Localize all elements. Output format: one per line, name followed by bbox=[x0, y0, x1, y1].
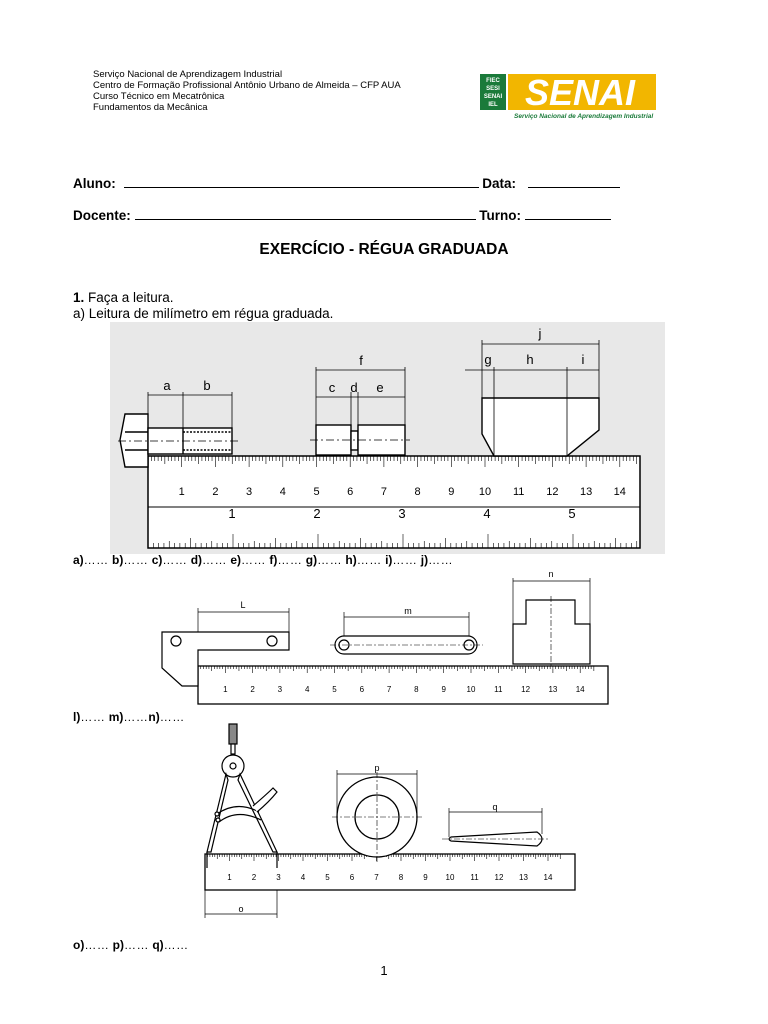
ruler-1-cm-label: 14 bbox=[613, 486, 626, 498]
dim-label-l: L bbox=[240, 600, 246, 610]
turno-label: Turno: bbox=[479, 208, 522, 223]
question-1 bbox=[73, 290, 174, 305]
ruler-1-cm-label: 13 bbox=[579, 486, 593, 498]
ruler-2-cm-label: 11 bbox=[494, 685, 503, 694]
institution-header bbox=[93, 69, 401, 113]
answer-e-label: e) bbox=[230, 553, 242, 567]
ruler-1-cm-label: 5 bbox=[313, 486, 320, 498]
ruler-1-inch-label: 3 bbox=[398, 506, 406, 521]
ruler-1-cm-label: 10 bbox=[478, 486, 492, 498]
answer-g-blank[interactable]: …… bbox=[317, 553, 343, 567]
ruler-3-cm-label: 6 bbox=[349, 873, 355, 882]
dim-label-q: q bbox=[492, 802, 498, 812]
ruler-3-cm-label: 5 bbox=[325, 873, 330, 882]
dim-label-p: p bbox=[374, 763, 380, 773]
stepped-block-part bbox=[513, 596, 590, 666]
ruler-2-body bbox=[198, 666, 608, 704]
ruler-2-cm-label: 6 bbox=[359, 685, 365, 694]
answer-n-blank[interactable]: …… bbox=[159, 710, 185, 724]
ruler-1-cm-label: 7 bbox=[380, 486, 387, 498]
ruler-2-cm-label: 5 bbox=[332, 685, 337, 694]
answer-f-blank[interactable]: …… bbox=[277, 553, 303, 567]
header-line-1: Serviço Nacional de Aprendizagem Industrial bbox=[93, 69, 283, 80]
logo-small-2: SESI bbox=[486, 86, 500, 92]
answer-p-blank[interactable]: …… bbox=[124, 938, 149, 952]
dim-label-i: i bbox=[581, 352, 585, 367]
ruler-1-cm-label: 6 bbox=[347, 486, 354, 498]
answer-l-label: l) bbox=[73, 710, 81, 724]
compass-divider-part bbox=[207, 724, 277, 868]
dim-label-f: f bbox=[359, 353, 363, 368]
ruler-2-cm-label: 2 bbox=[250, 685, 255, 694]
ruler-2-cm-label: 7 bbox=[386, 685, 392, 694]
question-text: Faça a leitura. bbox=[84, 290, 174, 305]
answer-a-blank[interactable]: …… bbox=[83, 553, 109, 567]
question-sub: a) Leitura de milímetro em régua graduada. bbox=[73, 306, 334, 321]
answer-f-label: f) bbox=[269, 553, 278, 567]
pin-neck bbox=[351, 431, 358, 450]
answer-e-blank[interactable]: …… bbox=[241, 553, 267, 567]
answer-b-blank[interactable]: …… bbox=[123, 553, 149, 567]
ruler-1-cm-label: 12 bbox=[546, 486, 559, 498]
aluno-field[interactable] bbox=[124, 175, 479, 188]
ruler-1-inch-label: 5 bbox=[568, 506, 576, 521]
dim-label-g: g bbox=[484, 352, 492, 367]
answer-i-blank[interactable]: …… bbox=[392, 553, 418, 567]
answer-l-blank[interactable]: …… bbox=[80, 710, 106, 724]
answer-row-3 bbox=[73, 938, 189, 952]
compass-spring-screw bbox=[253, 788, 277, 812]
answer-c-label: c) bbox=[151, 553, 163, 567]
answer-p-label: p) bbox=[112, 938, 124, 952]
ruler-1-inch-label: 1 bbox=[228, 506, 236, 521]
docente-row bbox=[73, 207, 611, 223]
logo-small-1: FIEC bbox=[486, 78, 500, 84]
page-number: 1 bbox=[380, 963, 388, 978]
ruler-3-cm-label: 8 bbox=[398, 873, 404, 882]
dim-label-a: a bbox=[163, 378, 171, 393]
figure-2-ruler-parts bbox=[158, 568, 610, 710]
ruler-3-cm-label: 12 bbox=[494, 873, 504, 882]
answer-d-blank[interactable]: …… bbox=[202, 553, 228, 567]
ruler-3-cm-label: 9 bbox=[423, 873, 428, 882]
logo-small-3: SENAI bbox=[483, 94, 503, 100]
dim-label-h: h bbox=[526, 352, 534, 367]
dim-label-b: b bbox=[203, 378, 211, 393]
ruler-3-cm-label: 2 bbox=[251, 873, 257, 882]
header-line-3: Curso Técnico em Mecatrônica bbox=[93, 91, 225, 102]
ruler-2-cm-label: 10 bbox=[466, 685, 476, 694]
ruler-1-cm-label: 4 bbox=[279, 486, 286, 498]
tapered-pin-part bbox=[442, 832, 549, 846]
dim-label-d: d bbox=[350, 380, 358, 395]
ruler-2-cm-label: 1 bbox=[223, 685, 228, 694]
compass-leg-dot bbox=[216, 818, 220, 822]
answer-a-label: a) bbox=[73, 553, 84, 567]
answer-i-label: i) bbox=[385, 553, 393, 567]
answer-q-blank[interactable]: …… bbox=[163, 938, 189, 952]
header-line-2: Centro de Formação Profissional Antônio Urbano de Almeida – CFP AUA bbox=[93, 80, 401, 91]
answer-j-label: j) bbox=[420, 553, 429, 567]
figure-3-ruler-parts bbox=[197, 722, 577, 922]
dim-label-c: c bbox=[328, 380, 336, 395]
answer-o-label: o) bbox=[73, 938, 85, 952]
stepped-pin-part bbox=[310, 425, 410, 455]
turno-field[interactable] bbox=[525, 207, 611, 220]
ruler-3-cm-label: 13 bbox=[519, 873, 528, 882]
answer-h-label: h) bbox=[345, 553, 357, 567]
senai-logo bbox=[480, 72, 660, 122]
dim-label-j: j bbox=[538, 326, 542, 341]
bracket-hole bbox=[267, 636, 277, 646]
ruler-2-cm-label: 14 bbox=[575, 685, 585, 694]
docente-field[interactable] bbox=[135, 207, 476, 220]
slotted-bar-part bbox=[330, 636, 483, 654]
ring-part bbox=[332, 772, 422, 862]
answer-m-label: m) bbox=[108, 710, 124, 724]
logo-small-4: IEL bbox=[488, 102, 498, 108]
logo-tagline: Serviço Nacional de Aprendizagem Industrial bbox=[514, 113, 654, 120]
bracket-hole bbox=[171, 636, 181, 646]
dim-label-n: n bbox=[548, 569, 554, 579]
ruler-1-cm-label: 11 bbox=[512, 486, 525, 498]
dim-label-m: m bbox=[404, 606, 412, 616]
ruler-1-inch-label: 2 bbox=[313, 506, 321, 521]
ruler-3-cm-label: 1 bbox=[227, 873, 232, 882]
answer-c-blank[interactable]: …… bbox=[162, 553, 188, 567]
ruler-3-cm-label: 4 bbox=[300, 873, 306, 882]
ruler-1-inch-label: 4 bbox=[483, 506, 491, 521]
ruler-3-cm-label: 11 bbox=[470, 873, 479, 882]
ruler-1-cm-label: 1 bbox=[178, 486, 185, 498]
bolt-head bbox=[120, 414, 148, 467]
aluno-label: Aluno: bbox=[73, 176, 116, 191]
ruler-2-cm-label: 12 bbox=[521, 685, 531, 694]
stepped-block-outline bbox=[513, 600, 590, 664]
ruler-2-cm-label: 4 bbox=[304, 685, 310, 694]
answer-d-label: d) bbox=[190, 553, 203, 567]
dim-l bbox=[198, 608, 289, 632]
answer-h-blank[interactable]: …… bbox=[356, 553, 382, 567]
ruler-1-cm-label: 8 bbox=[414, 486, 421, 498]
compass-stem bbox=[231, 744, 235, 754]
answer-row-2 bbox=[73, 710, 185, 724]
compass-leg-dot bbox=[215, 812, 219, 816]
ruler-3-body bbox=[205, 854, 575, 890]
ruler-3-cm-label: 7 bbox=[374, 873, 379, 882]
dim-label-o: o bbox=[238, 904, 244, 914]
ruler-3-cm-label: 3 bbox=[276, 873, 281, 882]
data-field[interactable] bbox=[528, 175, 620, 188]
compass-pivot bbox=[230, 763, 236, 769]
ruler-1-body bbox=[148, 456, 640, 548]
ruler-2-cm-label: 9 bbox=[441, 685, 446, 694]
exercise-title: EXERCÍCIO - RÉGUA GRADUADA bbox=[259, 241, 509, 258]
answer-n-label: n) bbox=[148, 710, 160, 724]
logo-brand: SENAI bbox=[524, 72, 636, 113]
ruler-2-cm-label: 8 bbox=[414, 685, 419, 694]
ruler-2-cm-label: 13 bbox=[548, 685, 558, 694]
figure-1-ruler-parts bbox=[110, 322, 665, 554]
ruler-1-cm-label: 9 bbox=[448, 486, 455, 498]
header-line-4: Fundamentos da Mecânica bbox=[93, 102, 208, 113]
compass-knurled-handle bbox=[229, 724, 237, 744]
ruler-3-cm-label: 14 bbox=[543, 873, 553, 882]
compass-right-leg bbox=[238, 774, 277, 852]
docente-label: Docente: bbox=[73, 208, 131, 223]
answer-m-blank[interactable]: …… bbox=[123, 710, 149, 724]
dim-label-e: e bbox=[376, 380, 384, 395]
question-number: 1. bbox=[73, 290, 85, 305]
ruler-1-cm-label: 3 bbox=[246, 486, 253, 498]
ruler-3-cm-label: 10 bbox=[445, 873, 455, 882]
ruler-1-cm-label: 2 bbox=[212, 486, 219, 498]
answer-b-label: b) bbox=[112, 553, 124, 567]
answer-row-1 bbox=[73, 553, 453, 567]
aluno-row bbox=[73, 175, 620, 191]
answer-o-blank[interactable]: …… bbox=[84, 938, 110, 952]
answer-g-label: g) bbox=[305, 553, 318, 567]
answer-q-label: q) bbox=[152, 938, 164, 952]
ruler-2-cm-label: 3 bbox=[277, 685, 283, 694]
answer-j-blank[interactable]: …… bbox=[428, 553, 454, 567]
data-label: Data: bbox=[482, 176, 517, 191]
